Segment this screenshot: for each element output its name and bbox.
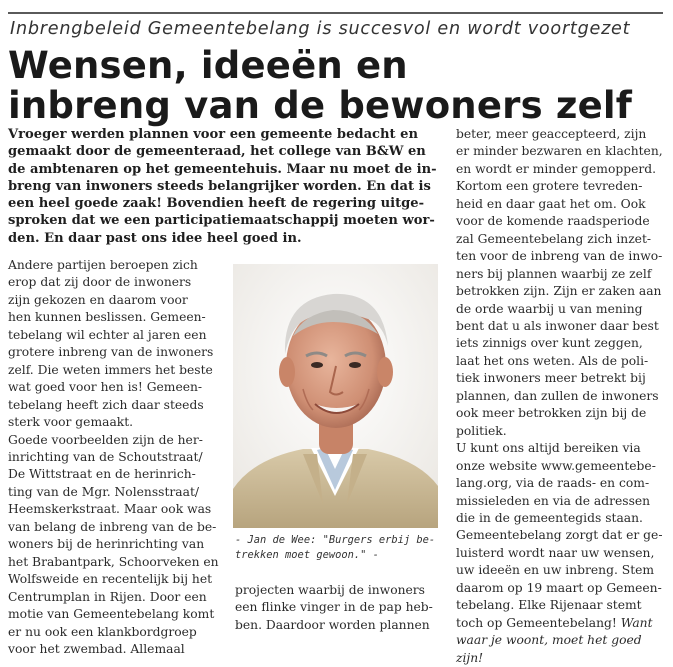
body-line: sterk voor gemaakt. <box>8 415 134 430</box>
body-column-2 <box>235 582 445 634</box>
body-line: beter, meer geaccepteerd, zijn <box>456 127 647 141</box>
body-line: projecten waarbij de inwoners <box>235 583 425 597</box>
lead-line: een heel goede zaak! Bovendien heeft de regering uitge- <box>8 196 425 212</box>
headline-line: inbreng van de bewoners zelf <box>8 84 633 127</box>
body-line: Centrumplan in Rijen. Door een <box>8 589 207 604</box>
body-line: zal Gemeentebelang zich inzet- <box>456 231 652 246</box>
lead-paragraph <box>8 126 444 247</box>
body-line: plannen, dan zullen de inwoners <box>456 388 659 403</box>
body-line: politiek. <box>456 423 507 438</box>
closing-slogan-end: zijn! <box>456 650 484 665</box>
portrait-photo <box>233 264 438 528</box>
body-line: ook meer betrokken zijn bij de <box>456 406 647 421</box>
caption-line: - Jan de Wee: "Burgers erbij be- <box>235 534 436 546</box>
body-line: De Wittstraat en de herinrich- <box>8 467 196 482</box>
body-line: bent dat u als inwoner daar best <box>456 318 659 333</box>
body-line: lang.org, via de raads- en com- <box>456 476 650 491</box>
top-rule <box>8 12 663 14</box>
body-line: zijn gekozen en daarom voor <box>8 292 188 307</box>
body-line: erop dat zij door de inwoners <box>8 275 192 290</box>
body-line: woners bij de herinrichting van <box>8 537 205 552</box>
body-line: motie van Gemeentebelang komt <box>8 607 215 622</box>
body-line: voor het zwembad. Allemaal <box>8 641 185 656</box>
body-line: het Brabantpark, Schoorveken en <box>8 554 219 569</box>
article-headline <box>8 46 668 126</box>
body-line: de orde waarbij u van mening <box>456 301 643 316</box>
lead-line: gemaakt door de gemeenteraad, het college van B&W en <box>8 144 426 160</box>
body-line: U kunt ons altijd bereiken via <box>456 441 641 456</box>
body-line-mixed <box>456 615 666 632</box>
body-line: uw ideeën en uw inbreng. Stem <box>456 563 655 578</box>
body-line: Gemeentebelang zorgt dat er ge- <box>456 528 663 543</box>
body-line: betrokken zijn. Zijn er zaken aan <box>456 284 662 299</box>
lead-line: sproken dat we een participatiemaatschappij moeten wor- <box>8 213 435 229</box>
body-line: heid en daar gaat het om. Ook <box>456 196 646 211</box>
body-line: daarom op 19 maart op Gemeen- <box>456 580 662 595</box>
body-line: ben. Daardoor worden plannen <box>235 617 430 632</box>
body-line: onze website www.gemeentebe- <box>456 458 656 473</box>
body-line: er nu ook een klankbordgroep <box>8 624 197 639</box>
body-line: er minder bezwaren en klachten, <box>456 144 663 159</box>
article-kicker: Inbrengbeleid Gemeentebelang is succesvol en wordt voortgezet <box>10 19 631 39</box>
body-line: Kortom een grotere tevreden- <box>456 179 643 194</box>
lead-line: Vroeger werden plannen voor een gemeente bedacht en <box>8 127 418 142</box>
body-line: inrichting van de Schoutstraat/ <box>8 449 203 464</box>
body-column-3 <box>456 126 666 667</box>
body-line: en wordt er minder gemopperd. <box>456 161 657 176</box>
body-line: die in de gemeentegids staan. <box>456 510 643 525</box>
body-column-1 <box>8 257 230 658</box>
body-line: tebelang. Elke Rijenaar stemt <box>456 598 642 613</box>
headline-line: Wensen, ideeën en <box>8 44 408 87</box>
lead-line: de ambtenaren op het gemeentehuis. Maar nu moet de in- <box>8 161 437 177</box>
lead-line: breng van inwoners steeds belangrijker worden. En dat is <box>8 178 431 194</box>
closing-slogan: waar je woont, moet het goed <box>456 633 642 648</box>
closing-slogan-start: Want <box>620 615 653 630</box>
body-line: ting van de Mgr. Nolensstraat/ <box>8 484 200 499</box>
body-line: van belang de inbreng van de be- <box>8 519 217 534</box>
photo-caption <box>235 533 445 562</box>
body-line: voor de komende raadsperiode <box>456 214 650 229</box>
body-line: tiek inwoners meer betrekt bij <box>456 371 646 386</box>
body-line: ners bij plannen waarbij ze zelf <box>456 266 652 281</box>
body-line: Andere partijen beroepen zich <box>8 258 198 272</box>
body-line: grotere inbreng van de inwoners <box>8 345 214 360</box>
body-line: zelf. Die weten immers het beste <box>8 362 213 377</box>
body-text: toch op Gemeentebelang! <box>456 615 621 630</box>
body-line: wat goed voor hen is! Gemeen- <box>8 380 203 395</box>
lead-line: den. En daar past ons idee heel goed in. <box>8 230 302 246</box>
body-line: Goede voorbeelden zijn de her- <box>8 432 203 447</box>
body-line: missieleden en via de adressen <box>456 493 651 508</box>
body-line: tebelang heeft zich daar steeds <box>8 397 204 412</box>
body-line: Wolfsweide en recentelijk bij het <box>8 572 213 587</box>
body-line: hen kunnen beslissen. Gemeen- <box>8 310 206 325</box>
body-line: tebelang wil echter al jaren een <box>8 327 207 342</box>
body-line: ten voor de inbreng van de inwo- <box>456 249 663 264</box>
body-line: een flinke vinger in de pap heb- <box>235 600 433 615</box>
body-line: luisterd wordt naar uw wensen, <box>456 545 655 560</box>
body-line: laat het ons weten. Als de poli- <box>456 353 649 368</box>
body-line: Heemskerkstraat. Maar ook was <box>8 502 212 517</box>
portrait-illustration <box>233 264 438 528</box>
body-line: iets zinnigs over kunt zeggen, <box>456 336 643 351</box>
caption-line: trekken moet gewoon." - <box>235 548 379 561</box>
